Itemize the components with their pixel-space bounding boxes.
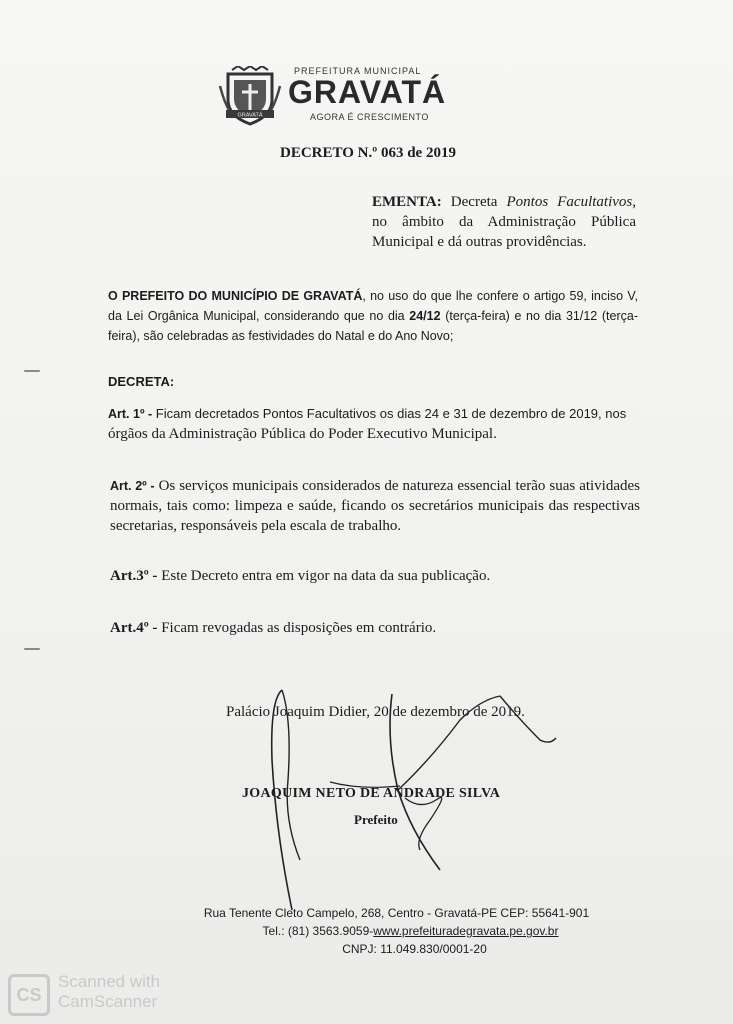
- decreta-heading: DECRETA:: [108, 374, 175, 389]
- article-3: [110, 568, 490, 585]
- footer-tel: Tel.: (81) 3563.9059-: [262, 924, 374, 938]
- camscanner-badge: CS: [8, 974, 50, 1016]
- preamble-text-2: (terça-feira) e no dia 31/12 (terça-feira), são celebradas as festividades do Natal e do Ano Novo;: [108, 309, 638, 343]
- article-4-text: Ficam revogadas as disposições em contrário.: [157, 620, 437, 636]
- punch-hole-mark: [24, 648, 40, 650]
- preamble-text-1: , no uso do que lhe confere o artigo 59, inciso V, da Lei Orgânica Municipal, considerando que no dia: [108, 289, 638, 323]
- camscanner-watermark: [8, 972, 208, 1016]
- logo-tagline: AGORA É CRESCIMENTO: [310, 112, 429, 122]
- article-2-text: Os serviços municipais considerados de natureza essencial terão suas atividades normais, tais como: limpeza e saúde, ficando os secretários municipais das respectivas secretarias, responsáveis pela escala de trabalho.: [110, 478, 641, 534]
- camscanner-text: [58, 972, 160, 1012]
- place-date: Palácio Joaquim Didier, 20 de dezembro de 2019.: [226, 704, 525, 720]
- punch-hole-mark: [24, 370, 40, 372]
- ementa-text-2: , no âmbito da Administração Pública Municipal e dá outras providências.: [372, 194, 636, 250]
- article-1-label: Art. 1º -: [108, 407, 153, 421]
- signer-role: Prefeito: [354, 812, 398, 827]
- footer-contact: [44, 924, 733, 938]
- preamble-lead: O PREFEITO DO MUNICÍPIO DE GRAVATÁ: [108, 289, 363, 303]
- ementa-label: EMENTA:: [372, 194, 442, 210]
- article-2-label: Art. 2º -: [110, 479, 155, 493]
- coat-of-arms-icon: [218, 66, 282, 126]
- ementa-block: [372, 192, 636, 252]
- article-4: [110, 620, 436, 637]
- footer-cnpj: CNPJ: 11.049.830/0001-20: [342, 942, 487, 956]
- footer-address: Rua Tenente Cleto Campelo, 268, Centro - Gravatá-PE CEP: 55641-901: [203, 906, 590, 920]
- logo-main-text: GRAVATÁ: [288, 74, 447, 110]
- prefeitura-logo: [218, 62, 458, 132]
- article-2: [110, 476, 640, 536]
- logo-small-text: PREFEITURA MUNICIPAL: [294, 66, 422, 76]
- article-4-label: Art.4º -: [110, 620, 158, 636]
- ementa-text-1: Decreta: [441, 194, 507, 210]
- preamble-paragraph: [108, 286, 638, 346]
- article-3-text: Este Decreto entra em vigor na data da sua publicação.: [157, 568, 491, 584]
- signer-name: JOAQUIM NETO DE ANDRADE SILVA: [242, 786, 501, 801]
- footer-website-link[interactable]: www.prefeituradegravata.pe.gov.br: [373, 924, 559, 938]
- preamble-date: 24/12: [409, 309, 441, 323]
- camscanner-line-1: Scanned with: [58, 972, 161, 991]
- article-1: [108, 404, 638, 444]
- crest-ribbon-text: GRAVATÁ: [237, 112, 263, 119]
- article-1-text-serif: órgãos da Administração Pública do Poder Executivo Municipal.: [108, 426, 497, 442]
- article-1-text-sans: Ficam decretados Pontos Facultativos os dias 24 e 31 de dezembro de 2019, nos: [152, 406, 627, 421]
- ementa-italic: Pontos Facultativos: [506, 194, 633, 210]
- decree-title: DECRETO N.º 063 de 2019: [280, 145, 456, 161]
- camscanner-line-2: CamScanner: [58, 992, 158, 1011]
- article-3-label: Art.3º -: [110, 568, 158, 584]
